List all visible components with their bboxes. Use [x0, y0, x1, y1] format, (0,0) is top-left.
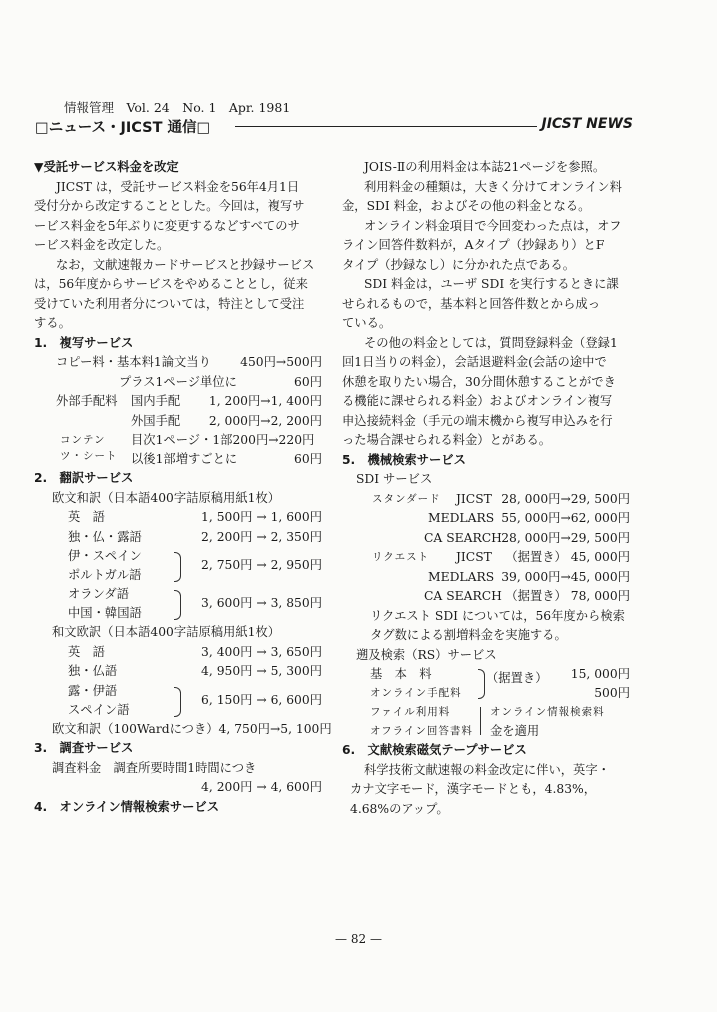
- fee-value: 4, 200円 → 4, 600円: [201, 780, 322, 794]
- fee-label: 伊・スペイン: [68, 549, 142, 563]
- fee-label: オランダ語: [68, 587, 129, 601]
- fee-label: スペイン語: [68, 702, 130, 717]
- article-title: ▼受託サービス料金を改定: [34, 160, 179, 174]
- fee-label: 調査料金 調査所要時間1時間につき: [52, 760, 257, 775]
- journal-header: 情報管理 Vol. 24 No. 1 Apr. 1981: [64, 100, 291, 115]
- paragraph-line: った場合課せられる料金）とがある。: [342, 433, 552, 447]
- section-heading: 3. 調査サービス: [34, 741, 134, 755]
- section-heading: 2. 翻訳サービス: [34, 471, 134, 485]
- paragraph-line: る機能に課せられる料金）およびオンライン複写: [342, 394, 613, 408]
- paragraph-line: ている。: [342, 316, 392, 330]
- paragraph-line: なお，文献速報カードサービスと抄録サービス: [56, 257, 315, 272]
- fee-value: 15, 000円: [570, 667, 630, 681]
- paragraph-line: オンライン料金項目で今回変わった点は，オフ: [364, 218, 622, 233]
- fee-category: 外部手配料: [56, 394, 118, 408]
- fee-db: MEDLARS: [428, 569, 495, 584]
- fee-row-group: [34, 585, 322, 623]
- paragraph-line: ービス料金を改定した。: [34, 238, 170, 252]
- fee-row: [342, 568, 630, 588]
- fee-row: [34, 508, 322, 528]
- paragraph-line: 金，SDI 料金，およびその他の料金となる。: [342, 199, 591, 213]
- fee-row: 欧文和訳（100Wardにつき）4, 750円→5, 100円: [52, 721, 332, 736]
- paragraph-line: 申込接続料金（手元の端末機から複写申込みを行: [342, 413, 613, 428]
- fee-row-group: [34, 547, 322, 585]
- brace: [174, 552, 181, 582]
- fee-row: [342, 548, 630, 568]
- fee-note: （据置き）: [486, 671, 548, 685]
- paragraph-line: JICST は，受託サービス料金を56年4月1日: [56, 179, 300, 194]
- fee-db: JICST: [456, 550, 492, 564]
- section-heading: 1. 複写サービス: [34, 335, 134, 350]
- fee-value: 2, 750円 → 2, 950円: [201, 558, 322, 572]
- paragraph-line: 利用料金の種類は，大きく分けてオンライン料: [364, 179, 622, 194]
- section-heading: 6. 文献検索磁気テープサービス: [342, 743, 527, 757]
- paragraph-line: は，56年度からサービスをやめることとし，従来: [34, 277, 308, 291]
- section-heading: 5. 機械検索サービス: [342, 452, 466, 467]
- fee-value: （据置き） 78, 000円: [505, 589, 630, 603]
- note-line: タグ数による割増料金を実施する。: [370, 628, 567, 642]
- brace: [174, 590, 181, 620]
- banner-title: □ニュース・JICST 通信□: [35, 120, 211, 136]
- fee-label: コピー料・基本料1論文当り: [56, 355, 211, 369]
- paragraph-line: 休憩を取りたい場合，30分間休憩することができ: [342, 374, 616, 389]
- section-heading: 4. オンライン情報検索サービス: [34, 799, 220, 814]
- fee-value: 2, 000円→2, 200円: [208, 413, 322, 428]
- subheading: SDI サービス: [356, 472, 433, 486]
- fee-row: [34, 392, 322, 412]
- paragraph-line: 4.68%のアップ。: [350, 801, 449, 816]
- left-column: [34, 158, 332, 817]
- divider: [480, 707, 481, 735]
- fee-category: リクエスト: [372, 551, 430, 563]
- fee-value: 1, 500円 → 1, 600円: [201, 510, 322, 524]
- fee-value: 3, 600円 → 3, 850円: [201, 596, 322, 610]
- subheading: 遡及検索（RS）サービス: [356, 647, 497, 662]
- fee-row: [34, 528, 322, 548]
- fee-row: [342, 587, 630, 607]
- fee-label: 国内手配: [131, 394, 181, 408]
- fee-row: [34, 373, 322, 393]
- page-number: — 82 —: [335, 932, 382, 946]
- fee-row: [34, 778, 322, 798]
- paragraph-line: する。: [34, 316, 71, 330]
- fee-value: （据置き） 45, 000円: [505, 550, 630, 564]
- paragraph-line: カナ文字モード，漢字モードとも，4.83%，: [350, 782, 597, 796]
- banner-right-title: JICST NEWS: [541, 116, 633, 132]
- paragraph-line: ライン回答件数料が，Aタイプ（抄録あり）とF: [342, 238, 605, 252]
- fee-row: [342, 509, 630, 529]
- fee-label: オンライン手配料: [370, 687, 462, 699]
- paragraph-line: 回1日当りの料金），会話退避料金(会話の途中で: [342, 355, 607, 369]
- fee-row: [34, 643, 322, 663]
- paragraph-line: その他の料金としては，質問登録料金（登録1: [364, 335, 618, 350]
- fee-row-group: [342, 665, 630, 703]
- fee-category: ツ・シート: [60, 450, 118, 462]
- fee-label: 独・仏・露語: [68, 529, 142, 544]
- fee-row: [34, 412, 322, 432]
- banner-rule: [235, 126, 537, 127]
- fee-label: 露・伊語: [68, 683, 118, 698]
- brace: [478, 669, 485, 699]
- fee-label: 外国手配: [131, 413, 181, 428]
- fee-db: CA SEARCH: [424, 530, 502, 545]
- paragraph-line: 科学技術文献速報の料金改定に伴い，英字・: [364, 762, 610, 777]
- fee-row: [34, 662, 322, 682]
- section-banner: [35, 116, 633, 136]
- fee-value: 60円: [294, 374, 322, 389]
- fee-db: MEDLARS: [428, 511, 495, 525]
- fee-label: 中国・韓国語: [68, 606, 142, 620]
- fee-value: 450円→500円: [240, 355, 322, 369]
- fee-value: 1, 200円→1, 400円: [208, 394, 322, 408]
- fee-row-group: [34, 431, 322, 469]
- fee-row: [342, 490, 630, 510]
- fee-db: JICST: [456, 491, 492, 506]
- fee-label: 英 語: [68, 644, 105, 659]
- fee-label: 以後1部増すごとに: [131, 452, 238, 466]
- brace: [174, 687, 181, 717]
- fee-row: [34, 353, 322, 373]
- fee-value: 6, 150円 → 6, 600円: [201, 692, 322, 707]
- note-line: リクエスト SDI については，56年度から検索: [370, 608, 625, 623]
- paragraph-line: タイプ（抄録なし）に分かれた点である。: [342, 257, 576, 272]
- fee-value: 28, 000円→29, 500円: [501, 491, 630, 506]
- paragraph-line: JOIS-Ⅱの利用料金は本誌21ページを参照。: [364, 160, 606, 174]
- fee-label: 基 本 料: [370, 667, 432, 681]
- fee-value: 39, 000円→45, 000円: [501, 569, 630, 584]
- paragraph-line: せられるもので，基本料と回答件数とから成っ: [342, 296, 600, 311]
- fee-label: 目次1ページ・1部200円→220円: [131, 433, 315, 447]
- fee-db: CA SEARCH: [424, 589, 502, 603]
- fee-value: 3, 400円 → 3, 650円: [201, 644, 322, 659]
- fee-row-group: [34, 682, 322, 720]
- fee-label: プラス1ページ単位に: [119, 374, 237, 389]
- fee-row: [342, 529, 630, 549]
- paragraph-line: SDI 料金は，ユーザ SDI を実行するときに課: [364, 277, 619, 291]
- fee-label: ポルトガル語: [68, 568, 142, 582]
- fee-row-group: [342, 703, 630, 741]
- right-column: [342, 158, 630, 819]
- fee-value: 55, 000円→62, 000円: [501, 511, 630, 525]
- fee-value: 2, 200円 → 2, 350円: [201, 529, 322, 544]
- fee-label: ファイル利用料: [370, 706, 451, 718]
- paragraph-line: 受けていた利用者分については，特注として受注: [34, 296, 305, 311]
- subheading: 和文欧訳（日本語400字詰原稿用紙1枚）: [52, 625, 281, 639]
- fee-category: コンテン: [60, 434, 106, 446]
- fee-value: 4, 950円 → 5, 300円: [201, 664, 322, 678]
- fee-value: 500円: [594, 686, 630, 700]
- subheading: 欧文和訳（日本語400字詰原稿用紙1枚）: [52, 490, 281, 505]
- fee-value: 28, 000円→29, 500円: [501, 530, 630, 545]
- fee-category: スタンダード: [372, 492, 441, 505]
- fee-note: 金を適用: [490, 724, 540, 738]
- paragraph-line: ービス料金を5年ぶりに変更するなどすべてのサ: [34, 218, 300, 233]
- fee-value: 60円: [294, 452, 322, 466]
- fee-label: 英 語: [68, 510, 105, 524]
- fee-note: オンライン情報検索料: [490, 706, 605, 718]
- fee-label: オフライン回答書料: [370, 725, 473, 737]
- paragraph-line: 受付分から改定することとした。今回は，複写サ: [34, 199, 305, 213]
- fee-label: 独・仏語: [68, 664, 118, 678]
